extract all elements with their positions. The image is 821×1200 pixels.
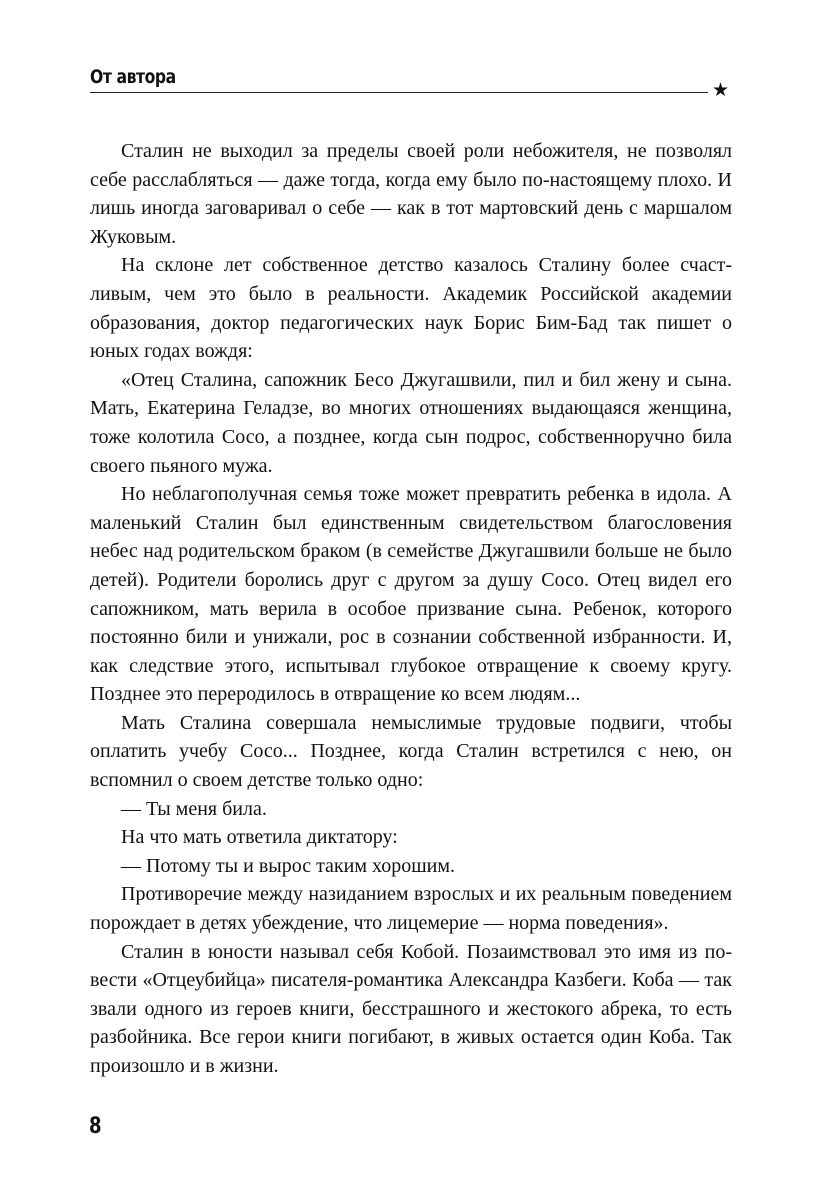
header-rule xyxy=(90,92,708,93)
paragraph-4: Но неблагополучная семья тоже может превратить ребенка в идола. А маленький Сталин был единственным свидетельством благословения небес над родительском браком (в семействе Джугашвили больше не было детей). Родители боролись друг с другом за душу Сосо. Отец видел его сапожником, мать верила в особое призвание сына. Ребенок, которого постоянно били и унижали, рос в сознании собственной избранности. И, как следствие этого, испытывал глубокое отвращение к своему кругу. Позднее это переродилось в отвращение ко всем людям... xyxy=(90,483,732,706)
paragraph-7: На что мать ответила диктатору: xyxy=(121,826,398,849)
paragraph-6: — Ты меня била. xyxy=(121,797,267,820)
paragraph-8: — Потому ты и вырос таким хорошим. xyxy=(121,854,456,877)
paragraph-10: Сталин в юности называл себя Кобой. Позаимствовал это имя из повести «Отцеубийца» писателя-романтика Александра Казбеги. Коба — так звали одного из героев книги, бесстрашного и жестокого абрека, то есть разбойника. Все герои книги погибают, в живых остается один Коба. Так произошло и в жизни. xyxy=(90,940,732,1077)
page-number: 8 xyxy=(89,1114,102,1139)
page-body xyxy=(90,137,732,1081)
running-head-title: От автора xyxy=(90,66,176,88)
paragraph-2: На склоне лет собственное детство казалось Сталину более счастливым, чем это было в реальности. Академик Российской академии образования, доктор педагогических наук Борис Бим-Бад так пишет о юных годах вождя: xyxy=(90,254,732,363)
paragraph-9: Противоречие между назиданием взрослых и их реальным поведением порождает в детях убеждение, что лицемерие — норма поведения». xyxy=(90,883,732,935)
paragraph-5: Мать Сталина совершала немыслимые трудовые подвиги, чтобы оплатить учебу Сосо... Позднее, когда Сталин встретился с нею, он вспомнил о своем детстве только одно: xyxy=(90,711,732,792)
paragraph-3: «Отец Сталина, сапожник Бесо Джугашвили, пил и бил жену и сына. Мать, Екатерина Геладзе, во многих отношениях выдающаяся женщина, тоже колотила Сосо, а позднее, когда сын подрос, собственноручно била своего пьяного мужа. xyxy=(90,368,732,477)
paragraph-1: Сталин не выходил за пределы своей роли небожителя, не позволял себе расслабляться — даже тогда, когда ему было по-настоящему плохо. И лишь иногда заговаривал о себе — как в тот мартовский день с маршалом Жуковым. xyxy=(90,140,732,248)
star-icon: ★ xyxy=(712,79,730,101)
